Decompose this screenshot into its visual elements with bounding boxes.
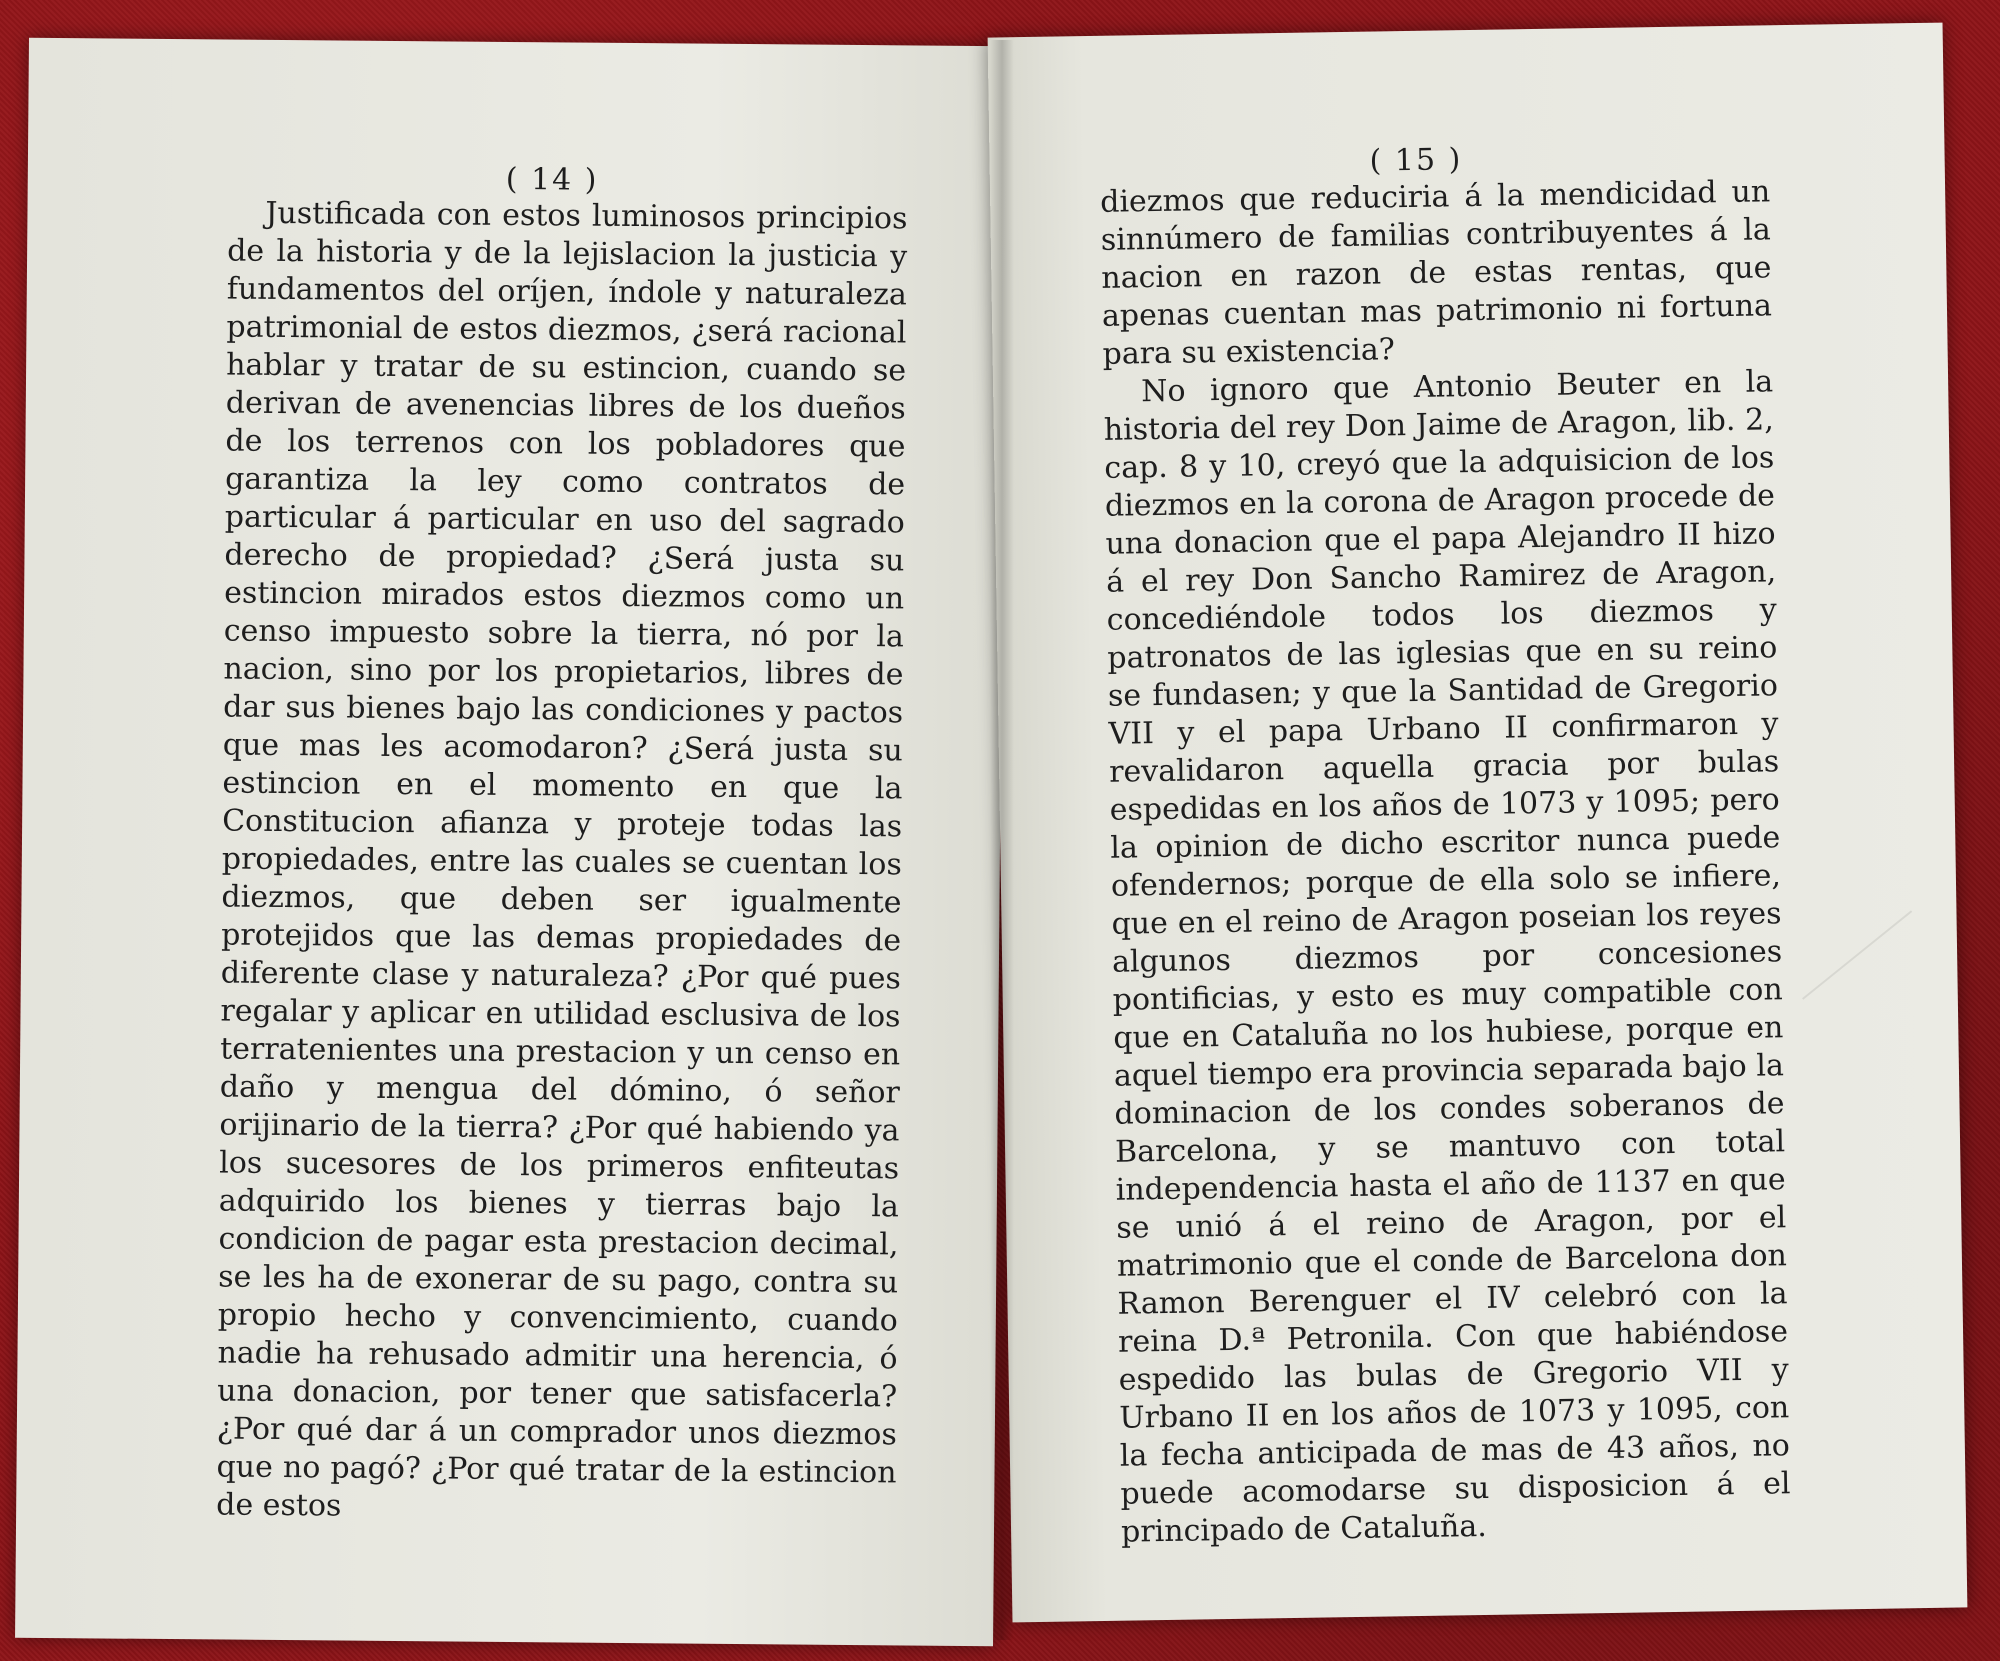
left-page-text bbox=[216, 195, 908, 1531]
left-paragraph: Justificada con estos luminosos principios de la historia y de la lejislacion la justicia y fundamentos del oríjen, índole y naturaleza patrimonial de estos diezmos, ¿será racional hablar y tratar de su estincion, cuando se derivan de avenencias libres de los dueños de los terrenos con los pobladores que garantiza la ley como contratos de particular á particular en uso del sagrado derecho de propiedad? ¿Será justa su estincion mirados estos diezmos como un censo impuesto sobre la tierra, nó por la nacion, sino por los propietarios, libres de dar sus bienes bajo las condiciones y pactos que mas les acomodaron? ¿Será justa su estincion en el momento en que la Constitucion afianza y proteje todas las propiedades, entre las cuales se cuentan los diezmos, que deben ser igualmente protejidos que las demas propiedades de diferente clase y naturaleza? ¿Por qué pues regalar y aplicar en utilidad esclusiva de los terratenientes una prestacion y un censo en daño y mengua del dómino, ó señor orijinario de la tierra? ¿Por qué habiendo ya los sucesores de los primeros enfiteutas adquirido los bienes y tierras bajo la condicion de pagar esta prestacion decimal, se les ha de exonerar de su pago, contra su propio hecho y convencimiento, cuando nadie ha rehusado admitir una herencia, ó una donacion, por tener que satisfacerla? ¿Por qué dar á un comprador unos diezmos que no pagó? ¿Por qué tratar de la estincion de estos bbox=[216, 195, 908, 1524]
left-page bbox=[15, 38, 1007, 1646]
right-paragraph-2: No ignoro que Antonio Beuter en la historia del rey Don Jaime de Aragon, lib. 2, cap. 8 y 10, creyó que la adquisicion de los diezmos en la corona de Aragon procede de una donacion que el papa Alejandro II hizo á el rey Don Sancho Ramirez de Aragon, concediéndole todos los diezmos y patronatos de las iglesias que en su reino se fundasen; y que la Santidad de Gregorio VII y el papa Urbano II confirmaron y revalidaron aquella gracia por bulas espedidas en los años de 1073 y 1095; pero la opinion de dicho escritor nunca puede ofendernos; porque de ella solo se infiere, que en el reino de Aragon poseian los reyes algunos diezmos por concesiones pontificias, y esto es muy compatible con que en Cataluña no los hubiese, porque en aquel tiempo era provincia separada bajo la dominacion de los condes soberanos de Barcelona, y se mantuvo con total independencia hasta el año de 1137 en que se unió á el reino de Aragon, por el matrimonio que el conde de Barcelona don Ramon Berenguer el IV celebró con la reina D.ª Petronila. Con que habiéndose espedido las bulas de Gregorio VII y Urbano II en los años de 1073 y 1095, con la fecha anticipada de mas de 43 años, no puede acomodarse su disposicion á el principado de Cataluña. bbox=[1103, 364, 1791, 1550]
book-gutter bbox=[990, 40, 1014, 1640]
right-page bbox=[988, 23, 1968, 1623]
right-page-text bbox=[1100, 173, 1791, 1551]
page-number-right: ( 15 ) bbox=[1369, 142, 1463, 179]
page-number-left: ( 14 ) bbox=[505, 161, 599, 198]
page-crease bbox=[1802, 910, 1912, 999]
right-paragraph-1: diezmos que reduciria á la mendicidad un sinnúmero de familias contribuyentes á la nacion en razon de estas rentas, que apenas cuentan mas patrimonio ni fortuna para su existencia? bbox=[1099, 174, 1773, 372]
